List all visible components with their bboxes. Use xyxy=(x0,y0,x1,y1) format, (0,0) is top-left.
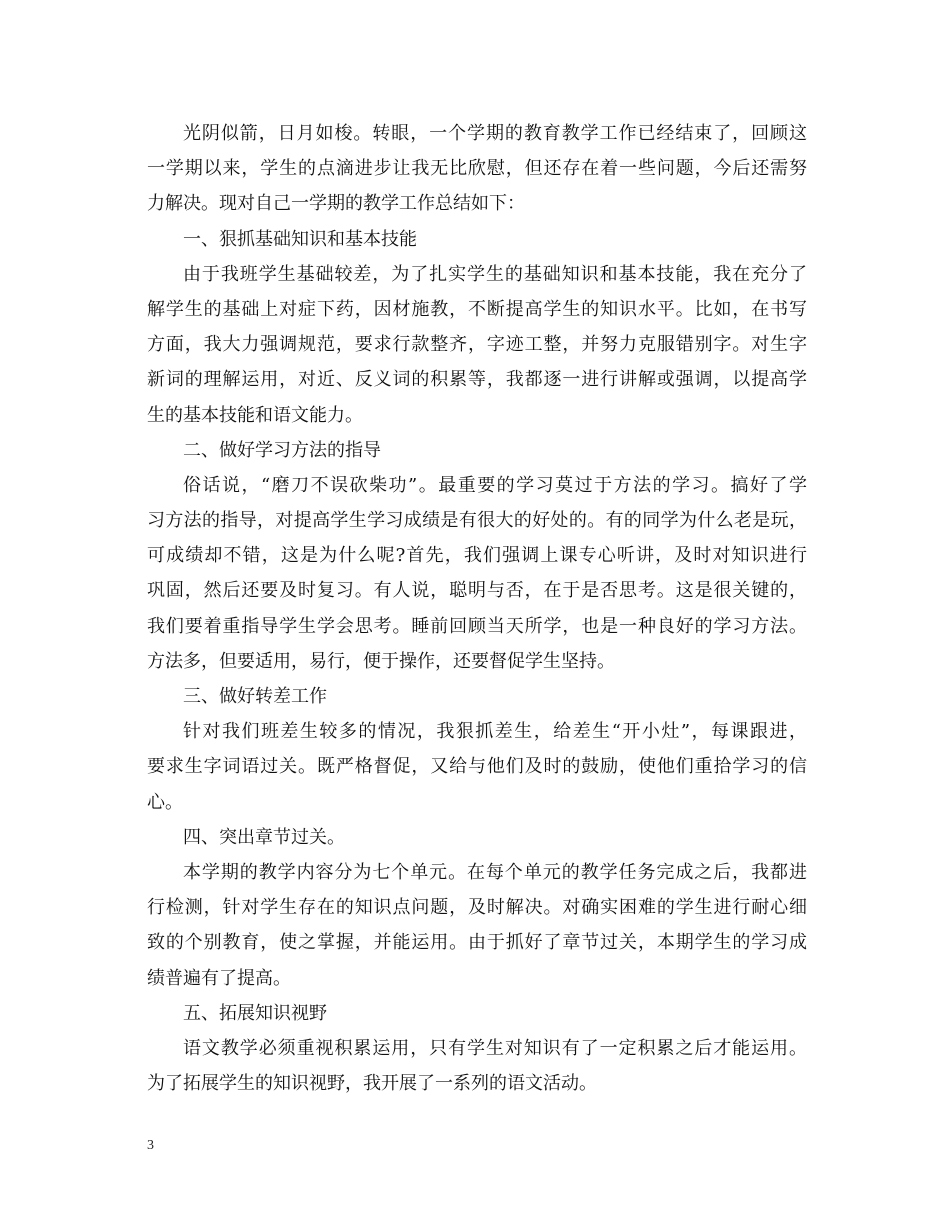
text-line: 致的个别教育，使之掌握，并能运用。由于抓好了章节过关，本期学生的学习成 xyxy=(147,932,807,954)
text-line: 光阴似箭，日月如梭。转眼，一个学期的教育教学工作已经结束了，回顾这 xyxy=(183,123,807,144)
text-line: 一、狠抓基础知识和基本技能 xyxy=(183,228,417,250)
text-line: 行检测，针对学生存在的知识点问题，及时解决。对确实困难的学生进行耐心细 xyxy=(147,897,807,919)
text-line: 方法多，但要适用，易行，便于操作，还要督促学生坚持。 xyxy=(147,650,615,672)
text-line: 可成绩却不错，这是为什么呢?首先，我们强调上课专心听讲，及时对知识进行 xyxy=(147,545,807,567)
section-heading xyxy=(147,996,807,1031)
text-line: 我们要着重指导学生学会思考。睡前回顾当天所学，也是一种良好的学习方法。 xyxy=(147,615,807,637)
text-line: 四、突出章节过关。 xyxy=(183,826,345,848)
document-body xyxy=(147,116,807,1101)
text-line: 为了拓展学生的知识视野，我开展了一系列的语文活动。 xyxy=(147,1073,597,1095)
paragraph xyxy=(147,1031,807,1101)
text-line: 解学生的基础上对症下药，因材施教，不断提高学生的知识水平。比如，在书写 xyxy=(147,298,807,320)
text-line: 语文教学必须重视积累运用，只有学生对知识有了一定积累之后才能运用。 xyxy=(183,1037,807,1059)
paragraph xyxy=(147,855,807,996)
section-heading xyxy=(147,679,807,714)
section-heading xyxy=(147,222,807,257)
text-line: 俗话说，“磨刀不误砍柴功”。最重要的学习莫过于方法的学习。搞好了学 xyxy=(183,474,807,496)
paragraph xyxy=(147,714,807,820)
page-number: 3 xyxy=(147,1138,154,1153)
paragraph xyxy=(147,116,807,222)
section-heading xyxy=(147,820,807,855)
text-line: 五、拓展知识视野 xyxy=(183,1002,327,1024)
text-line: 心。 xyxy=(147,791,183,813)
text-line: 针对我们班差生较多的情况，我狠抓差生，给差生“开小灶”，每课跟进， xyxy=(183,721,807,743)
text-line: 要求生字词语过关。既严格督促，又给与他们及时的鼓励，使他们重拾学习的信 xyxy=(147,756,807,778)
text-line: 方面，我大力强调规范，要求行款整齐，字迹工整，并努力克服错别字。对生字 xyxy=(147,334,807,356)
text-line: 新词的理解运用，对近、反义词的积累等，我都逐一进行讲解或强调，以提高学 xyxy=(147,369,807,391)
text-line: 本学期的教学内容分为七个单元。在每个单元的教学任务完成之后，我都进 xyxy=(183,861,807,883)
text-line: 二、做好学习方法的指导 xyxy=(183,439,381,461)
text-line: 力解决。现对自己一学期的教学工作总结如下： xyxy=(147,193,525,215)
text-line: 绩普遍有了提高。 xyxy=(147,967,291,989)
paragraph xyxy=(147,257,807,433)
section-heading xyxy=(147,433,807,468)
text-line: 一学期以来，学生的点滴进步让我无比欣慰，但还存在着一些问题，今后还需努 xyxy=(147,158,807,180)
text-line: 巩固，然后还要及时复习。有人说，聪明与否，在于是否思考。这是很关键的， xyxy=(147,580,807,602)
paragraph xyxy=(147,468,807,679)
text-line: 生的基本技能和语文能力。 xyxy=(147,404,363,426)
text-line: 习方法的指导，对提高学生学习成绩是有很大的好处的。有的同学为什么老是玩， xyxy=(147,510,807,532)
text-line: 由于我班学生基础较差，为了扎实学生的基础知识和基本技能，我在充分了 xyxy=(183,263,807,285)
text-line: 三、做好转差工作 xyxy=(183,686,327,707)
